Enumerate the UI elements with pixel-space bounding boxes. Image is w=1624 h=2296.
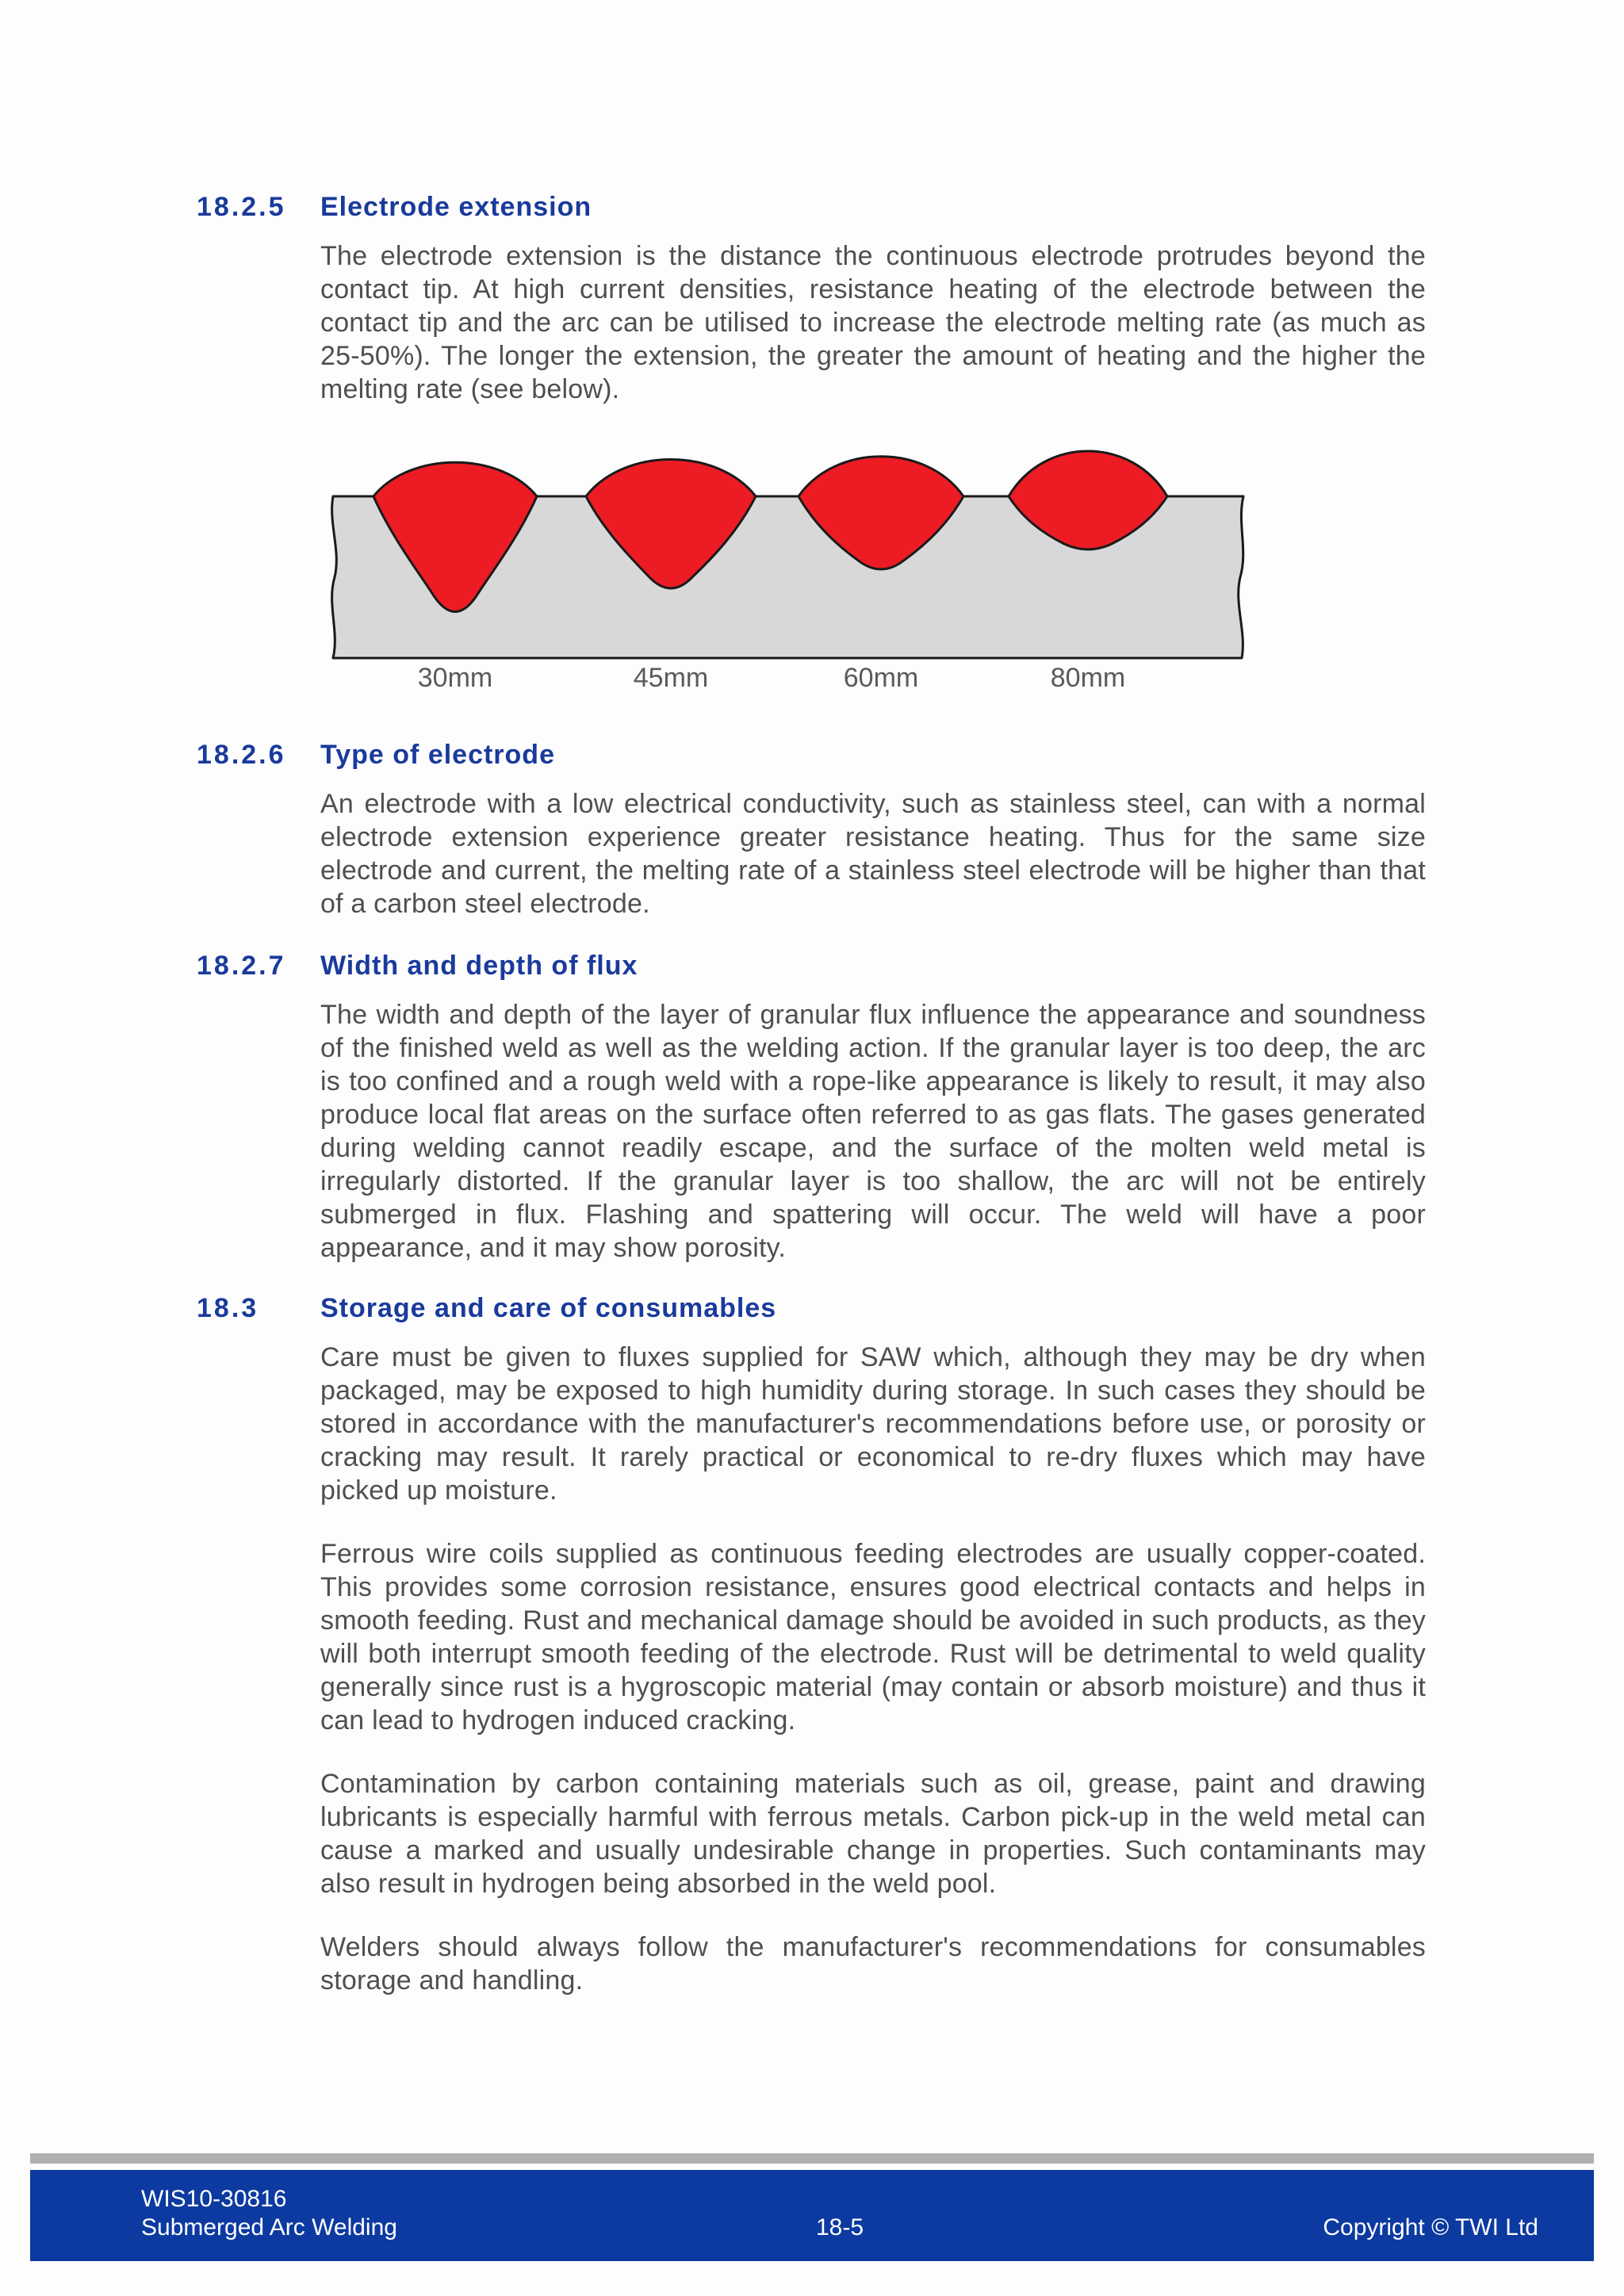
weld-label-80mm: 80mm xyxy=(1050,663,1126,692)
section-title: Electrode extension xyxy=(320,192,592,222)
section-number: 18.2.7 xyxy=(197,951,286,981)
weld-penetration-diagram xyxy=(320,442,1256,692)
footer-page-number: 18-5 xyxy=(815,2214,864,2241)
section-storage-care-consumables xyxy=(197,1292,1426,1997)
section-heading xyxy=(197,738,1426,771)
paragraph: Contamination by carbon containing materials such as oil, grease, paint and drawing lubricants is especially harmful with ferrous metals. Carbon pick-up in the weld metal can cause a marked and usually undesirable change in properties. Such contaminants may also result in hydrogen being absorbed in the weld pool. xyxy=(320,1769,1426,1899)
footer-bar xyxy=(30,2170,1594,2261)
footer-divider xyxy=(30,2153,1594,2164)
weld-label-60mm: 60mm xyxy=(843,663,919,692)
section-heading xyxy=(197,190,1426,224)
section-number: 18.3 xyxy=(197,1293,259,1323)
weld-label-45mm: 45mm xyxy=(633,663,709,692)
weld-penetration-svg xyxy=(320,442,1256,692)
section-electrode-extension xyxy=(197,190,1426,692)
section-body xyxy=(320,1341,1426,1997)
footer-copyright: Copyright © TWI Ltd xyxy=(1323,2214,1538,2241)
section-body xyxy=(320,787,1426,920)
section-number: 18.2.5 xyxy=(197,192,286,222)
section-title: Width and depth of flux xyxy=(320,951,638,981)
section-width-depth-flux xyxy=(197,949,1426,1265)
section-heading xyxy=(197,949,1426,982)
paragraph: An electrode with a low electrical conductivity, such as stainless steel, can with a normal electrode extension experience greater resistance heating. Thus for the same size electrode and current, the melting rate of a stainless steel electrode will be higher than that of a carbon steel electrode. xyxy=(320,789,1426,919)
paragraph: Welders should always follow the manufacturer's recommendations for consumables storage and handling. xyxy=(320,1932,1426,1996)
paragraph: Care must be given to fluxes supplied for SAW which, although they may be dry when packaged, may be exposed to high humidity during storage. In such cases they should be stored in accordance with the manufacturer's recommendations before use, or porosity or cracking may result. It rarely practical or economical to re-dry fluxes which may have picked up moisture. xyxy=(320,1342,1426,1506)
section-number: 18.2.6 xyxy=(197,740,286,770)
footer-left xyxy=(141,2185,607,2242)
section-heading xyxy=(197,1292,1426,1325)
section-type-of-electrode xyxy=(197,738,1426,920)
section-title: Type of electrode xyxy=(320,740,555,770)
section-body xyxy=(320,998,1426,1265)
section-title: Storage and care of consumables xyxy=(320,1293,777,1323)
footer-doc-title: Submerged Arc Welding xyxy=(141,2214,397,2241)
paragraph: The width and depth of the layer of granular flux influence the appearance and soundness of the finished weld as well as the welding action. If the granular layer is too deep, the arc is too confined and a rough weld with a rope-like appearance is likely to result, it may also produce local flat areas on the surface often referred to as gas flats. The gases generated during welding cannot readily escape, and the surface of the molten weld metal is irregularly distorted. If the granular layer is too shallow, the arc will not be entirely submerged in flux. Flashing and spattering will occur. The weld will have a poor appearance, and it may show porosity. xyxy=(320,1000,1426,1263)
paragraph: Ferrous wire coils supplied as continuous feeding electrodes are usually copper-coated. This provides some corrosion resistance, ensures good electrical contacts and helps in smooth feeding. Rust and mechanical damage should be avoided in such products, as they will both interrupt smooth feeding of the electrode. Rust will be detrimental to weld quality generally since rust is a hygroscopic material (may contain or absorb moisture) and thus it can lead to hydrogen induced cracking. xyxy=(320,1539,1426,1735)
weld-label-30mm: 30mm xyxy=(417,663,493,692)
section-body xyxy=(320,239,1426,692)
paragraph: The electrode extension is the distance the continuous electrode protrudes beyond the contact tip. At high current densities, resistance heating of the electrode between the contact tip and the arc can be utilised to increase the electrode melting rate (as much as 25-50%). The longer the extension, the greater the amount of heating and the higher the melting rate (see below). xyxy=(320,241,1426,404)
footer-doc-code: WIS10-30816 xyxy=(141,2186,287,2212)
